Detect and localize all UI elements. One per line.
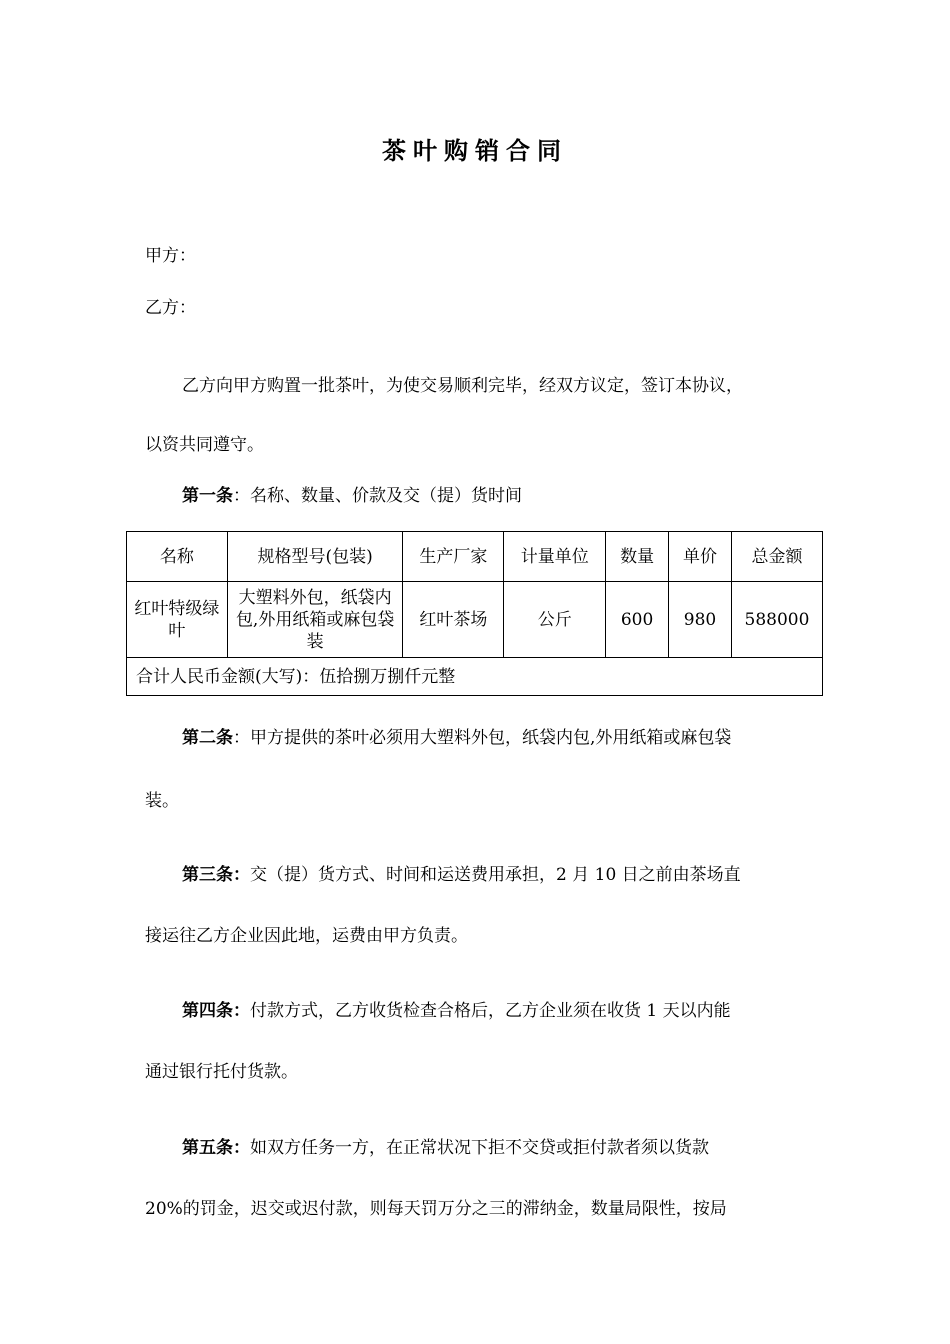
article-4-label: 第四条： — [182, 1001, 250, 1021]
article-1-text: ：名称、数量、价款及交（提）货时间 — [233, 486, 522, 506]
party-a-label: 甲方： — [145, 246, 196, 266]
article-4 — [182, 996, 731, 1021]
article-2-line-2: 装。 — [145, 791, 179, 811]
table-total-row — [127, 658, 823, 696]
header-name: 名称 — [127, 532, 228, 582]
article-5 — [182, 1133, 709, 1158]
cell-spec: 大塑料外包，纸袋内包,外用纸箱或麻包袋装 — [227, 582, 403, 658]
party-b-label: 乙方： — [145, 298, 196, 318]
cell-name: 红叶特级绿叶 — [127, 582, 228, 658]
total-amount-words: 合计人民币金额(大写)：伍拾捌万捌仟元整 — [127, 658, 823, 696]
intro-line-2: 以资共同遵守。 — [145, 435, 264, 455]
table-header-row — [127, 532, 823, 582]
cell-unit-price: 980 — [669, 582, 732, 658]
article-1-label: 第一条 — [182, 486, 233, 506]
header-total: 总金额 — [731, 532, 822, 582]
header-manufacturer: 生产厂家 — [403, 532, 504, 582]
header-unit-price: 单价 — [669, 532, 732, 582]
table-row — [127, 582, 823, 658]
intro-line-1: 乙方向甲方购置一批茶叶，为使交易顺利完毕，经双方议定，签订本协议， — [182, 376, 743, 396]
article-3-line-2: 接运往乙方企业因此地，运费由甲方负责。 — [145, 926, 468, 946]
article-2-line-1: ：甲方提供的茶叶必须用大塑料外包，纸袋内包,外用纸箱或麻包袋 — [233, 728, 732, 748]
article-3-line-1: 交（提）货方式、时间和运送费用承担，2 月 10 日之前由茶场直 — [250, 865, 741, 885]
cell-unit: 公斤 — [504, 582, 606, 658]
article-2-label: 第二条 — [182, 728, 233, 748]
article-5-line-2: 20%的罚金，迟交或迟付款，则每天罚万分之三的滞纳金，数量局限性，按局 — [145, 1199, 727, 1219]
header-unit: 计量单位 — [504, 532, 606, 582]
article-3-label: 第三条： — [182, 865, 250, 885]
document-title: 茶叶购销合同 — [382, 136, 568, 165]
header-spec: 规格型号(包装) — [227, 532, 403, 582]
cell-quantity: 600 — [606, 582, 669, 658]
header-quantity: 数量 — [606, 532, 669, 582]
article-4-line-2: 通过银行托付货款。 — [145, 1062, 298, 1082]
article-5-label: 第五条： — [182, 1138, 250, 1158]
article-4-line-1: 付款方式，乙方收货检查合格后，乙方企业须在收货 1 天以内能 — [250, 1001, 731, 1021]
article-5-line-1: 如双方任务一方，在正常状况下拒不交贷或拒付款者须以货款 — [250, 1138, 709, 1158]
cell-total: 588000 — [731, 582, 822, 658]
cell-manufacturer: 红叶茶场 — [403, 582, 504, 658]
article-3 — [182, 860, 741, 885]
article-2 — [182, 723, 731, 748]
article-1 — [182, 481, 522, 506]
goods-table — [126, 531, 823, 696]
